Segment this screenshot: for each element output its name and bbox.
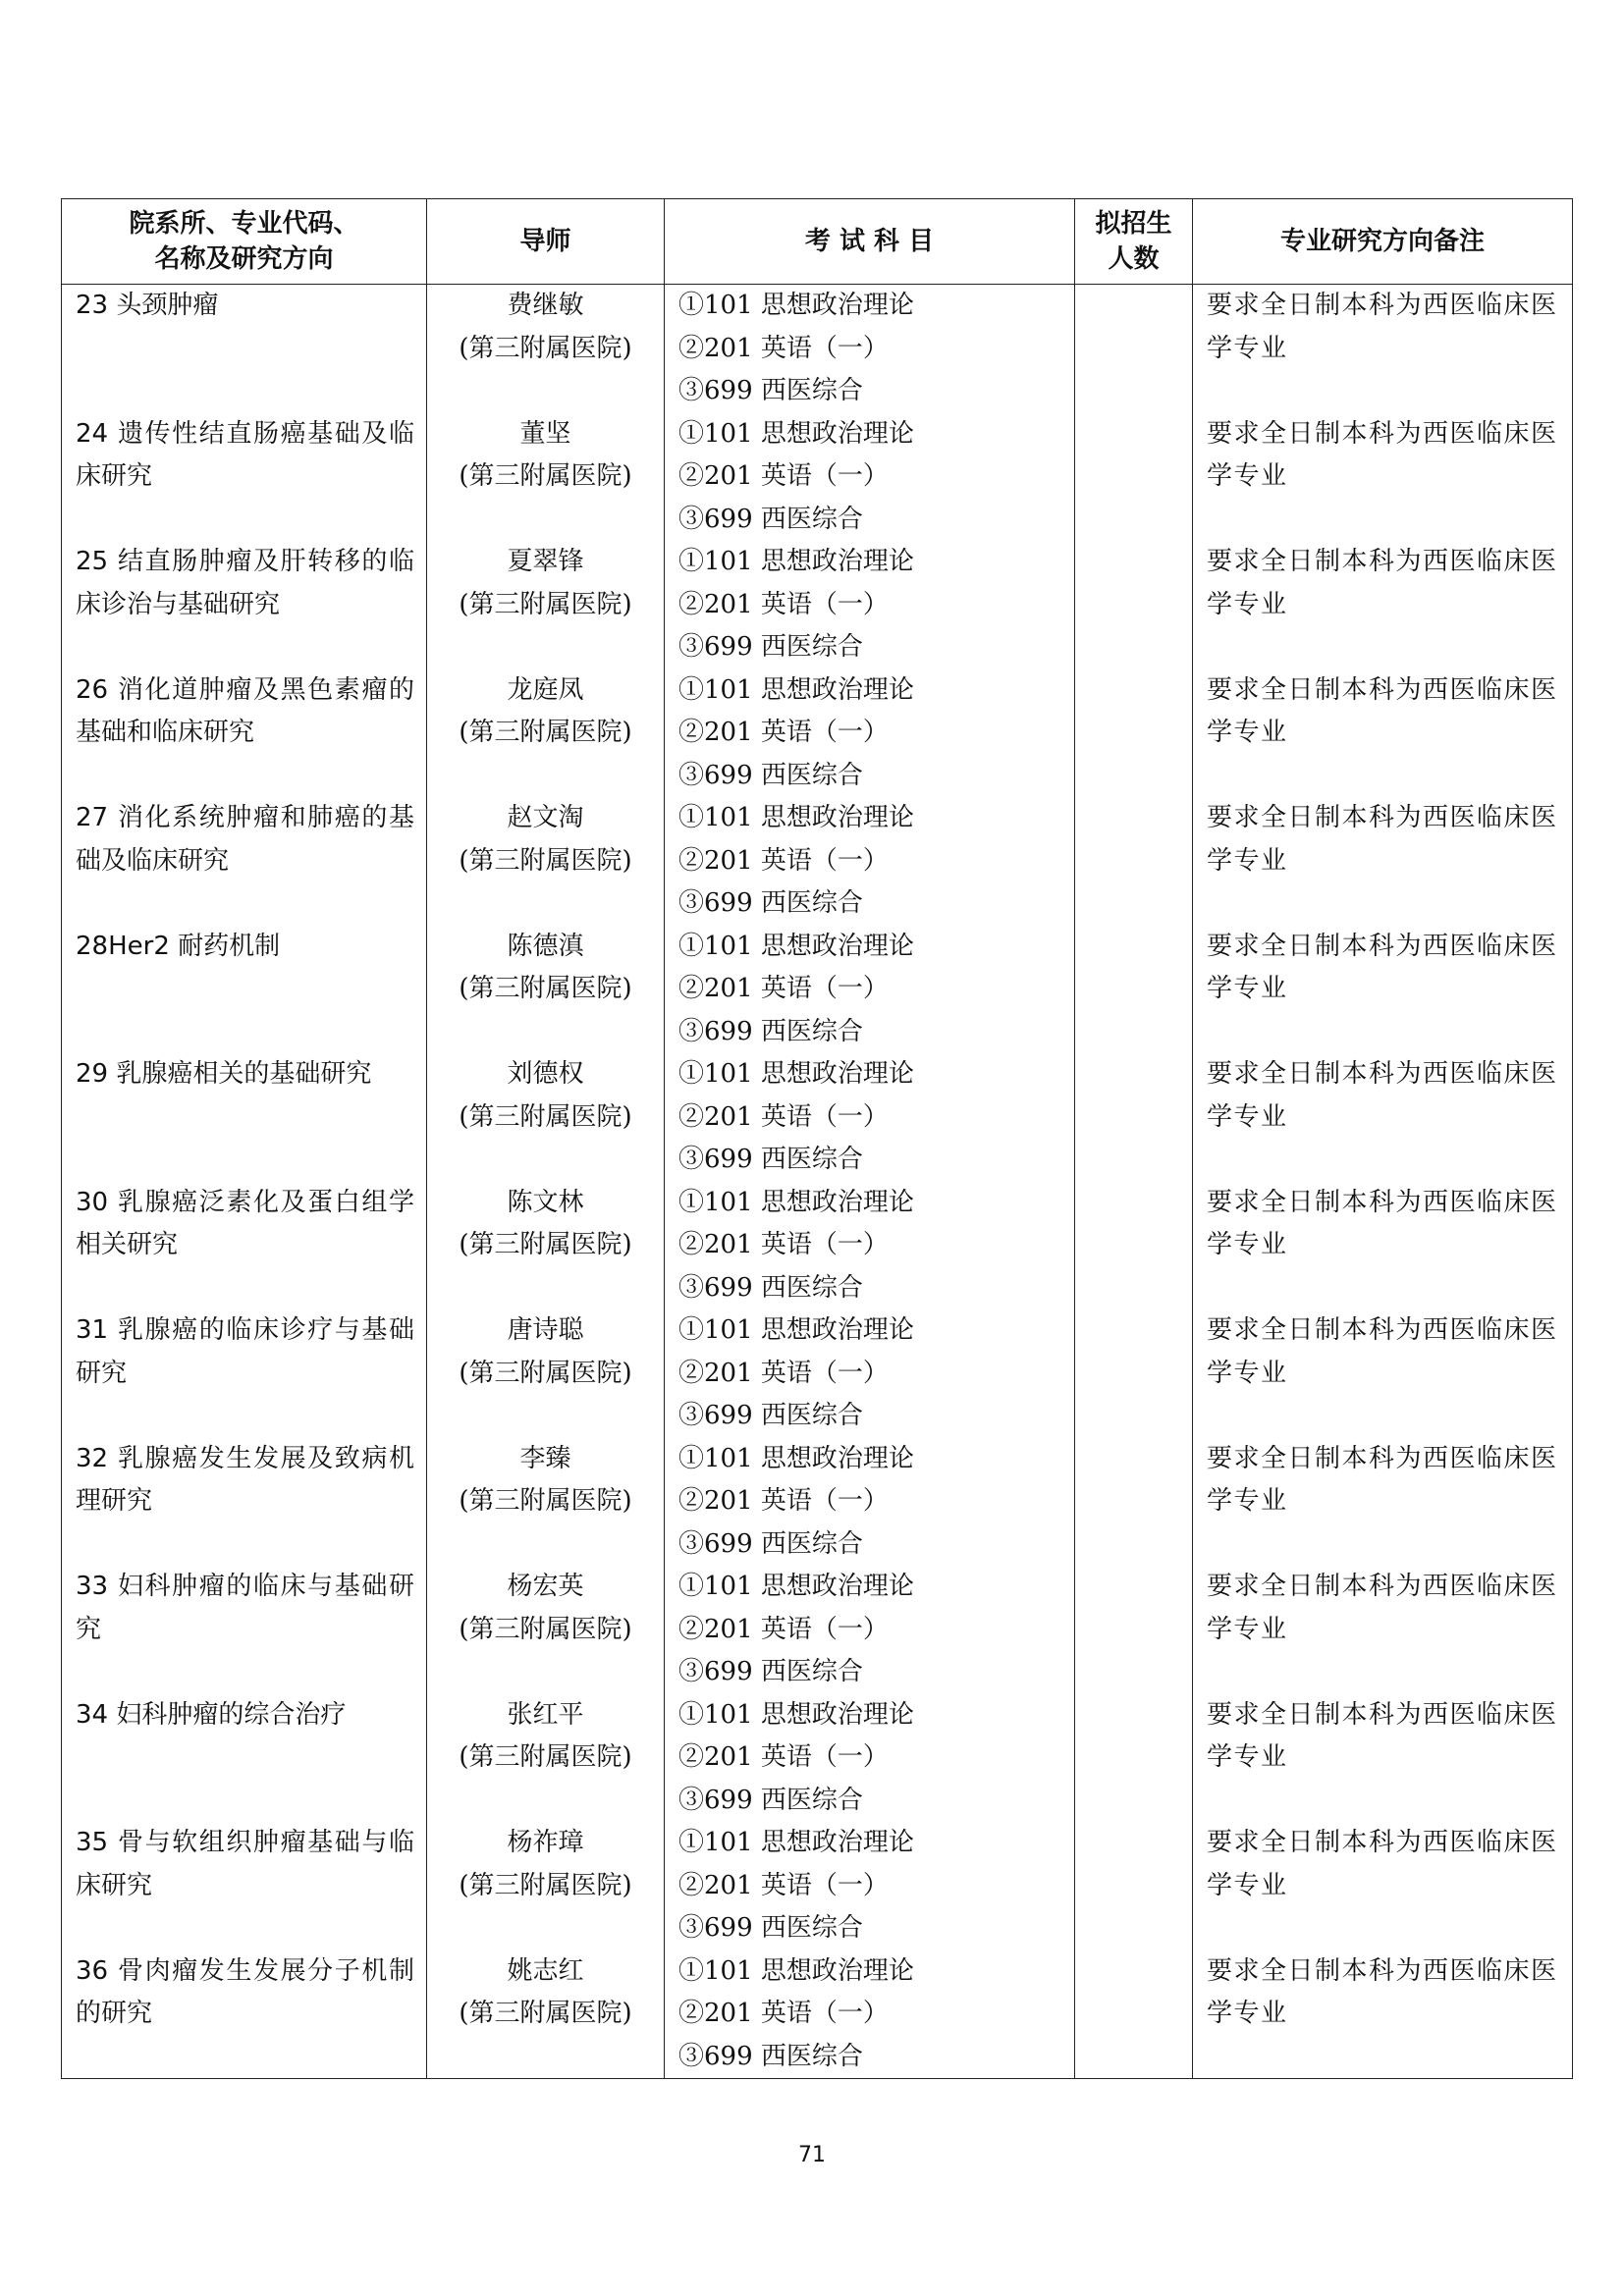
direction-text: 妇科肿瘤的综合治疗 (116, 1699, 347, 1730)
table-row (62, 285, 1573, 413)
exam-subject: ③699 西医综合 (678, 760, 863, 790)
exam-subject: ③699 西医综合 (678, 1913, 863, 1943)
quota-cell (1075, 1182, 1193, 1310)
direction-text: 乳腺癌的临床诊疗与基础研究 (76, 1315, 414, 1388)
notes-cell: 要求全日制本科为西医临床医学专业 (1193, 1053, 1573, 1182)
tutor-cell (427, 541, 665, 669)
direction-cell (62, 669, 427, 798)
tutor-affiliation: (第三附属医院) (459, 1486, 632, 1516)
exam-subject: ①101 思想政治理论 (678, 1955, 914, 1986)
direction-text: 消化道肿瘤及黑色素瘤的基础和临床研究 (76, 674, 414, 747)
exam-cell (665, 1053, 1075, 1182)
tutor-cell (427, 1694, 665, 1823)
exam-subject: ①101 思想政治理论 (678, 931, 914, 961)
tutor-name: 费继敏 (507, 291, 584, 320)
direction-number: 35 (76, 1828, 109, 1857)
exam-subject: ③699 西医综合 (678, 504, 863, 534)
quota-cell (1075, 669, 1193, 798)
notes-cell: 要求全日制本科为西医临床医学专业 (1193, 669, 1573, 798)
tutor-name: 姚志红 (507, 1955, 584, 1986)
header-quota-line-1: 拟招生 (1095, 209, 1172, 239)
tutor-cell (427, 1822, 665, 1950)
exam-subject: ①101 思想政治理论 (678, 291, 914, 320)
direction-number: 36 (76, 1955, 109, 1986)
tutor-affiliation: (第三附属医院) (459, 718, 632, 747)
tutor-cell (427, 1309, 665, 1438)
exam-subject: ①101 思想政治理论 (678, 418, 914, 449)
exam-cell (665, 1438, 1075, 1567)
exam-subject: ②201 英语（一） (678, 1870, 889, 1900)
direction-text: 乳腺癌相关的基础研究 (116, 1059, 372, 1089)
direction-cell (62, 1438, 427, 1567)
table-row (62, 669, 1573, 798)
tutor-name: 夏翠锋 (507, 547, 584, 576)
quota-cell (1075, 1438, 1193, 1567)
exam-subject: ②201 英语（一） (678, 1742, 889, 1772)
tutor-affiliation: (第三附属医院) (459, 1614, 632, 1644)
tutor-cell (427, 926, 665, 1054)
table-row (62, 1182, 1573, 1310)
table-row (62, 541, 1573, 669)
direction-text: 乳腺癌发生发展及致病机理研究 (76, 1443, 414, 1516)
notes-cell: 要求全日制本科为西医临床医学专业 (1193, 285, 1573, 413)
direction-cell (62, 1694, 427, 1823)
exam-subject: ③699 西医综合 (678, 888, 863, 918)
table-row (62, 1438, 1573, 1567)
header-quota-line-2: 人数 (1108, 244, 1160, 274)
tutor-cell (427, 285, 665, 413)
exam-subject: ③699 西医综合 (678, 2041, 863, 2071)
exam-cell (665, 1566, 1075, 1694)
exam-subject: ③699 西医综合 (678, 1145, 863, 1174)
header-direction-line-2: 名称及研究方向 (154, 244, 334, 274)
direction-number: 24 (76, 418, 109, 449)
exam-subject: ③699 西医综合 (678, 1657, 863, 1686)
direction-cell (62, 1822, 427, 1950)
direction-number: 29 (76, 1059, 109, 1089)
tutor-name: 董坚 (519, 418, 571, 449)
direction-cell (62, 1950, 427, 2079)
direction-cell (62, 1566, 427, 1694)
quota-cell (1075, 541, 1193, 669)
page-number: 71 (798, 2143, 826, 2167)
direction-number: 28Her2 (76, 931, 170, 961)
tutor-cell (427, 1438, 665, 1567)
direction-cell (62, 926, 427, 1054)
notes-cell: 要求全日制本科为西医临床医学专业 (1193, 1950, 1573, 2079)
tutor-name: 刘德权 (507, 1059, 584, 1089)
direction-text: 妇科肿瘤的临床与基础研究 (76, 1572, 414, 1644)
tutor-affiliation: (第三附属医院) (459, 1101, 632, 1132)
direction-number: 32 (76, 1443, 109, 1473)
direction-cell (62, 1182, 427, 1310)
table-body (62, 285, 1573, 2079)
tutor-affiliation: (第三附属医院) (459, 461, 632, 491)
header-tutor: 导师 (427, 199, 665, 285)
tutor-cell (427, 1566, 665, 1694)
direction-number: 31 (76, 1315, 109, 1345)
exam-subject: ②201 英语（一） (678, 1486, 889, 1516)
notes-cell: 要求全日制本科为西医临床医学专业 (1193, 541, 1573, 669)
tutor-name: 杨宏英 (507, 1572, 584, 1601)
exam-cell (665, 1950, 1075, 2079)
exam-cell (665, 1694, 1075, 1823)
direction-text: 骨肉瘤发生发展分子机制的研究 (76, 1955, 414, 2028)
direction-cell (62, 1309, 427, 1438)
direction-number: 34 (76, 1699, 109, 1730)
table-row (62, 413, 1573, 542)
direction-text: 乳腺癌泛素化及蛋白组学相关研究 (76, 1187, 414, 1259)
exam-subject: ①101 思想政治理论 (678, 1315, 914, 1345)
exam-subject: ③699 西医综合 (678, 1401, 863, 1430)
tutor-name: 李臻 (519, 1443, 571, 1473)
exam-cell (665, 285, 1075, 413)
table-header-row (62, 199, 1573, 285)
header-exam: 考 试 科 目 (665, 199, 1075, 285)
exam-subject: ③699 西医综合 (678, 376, 863, 405)
exam-subject: ②201 英语（一） (678, 1614, 889, 1644)
direction-cell (62, 413, 427, 542)
tutor-cell (427, 669, 665, 798)
exam-subject: ②201 英语（一） (678, 1358, 889, 1388)
quota-cell (1075, 1950, 1193, 2079)
notes-cell: 要求全日制本科为西医临床医学专业 (1193, 1182, 1573, 1310)
exam-cell (665, 1182, 1075, 1310)
table-row (62, 1309, 1573, 1438)
quota-cell (1075, 1053, 1193, 1182)
exam-subject: ③699 西医综合 (678, 1016, 863, 1046)
header-direction (62, 199, 427, 285)
direction-number: 26 (76, 674, 109, 705)
exam-subject: ①101 思想政治理论 (678, 674, 914, 705)
tutor-name: 陈文林 (507, 1187, 584, 1217)
exam-cell (665, 669, 1075, 798)
exam-subject: ②201 英语（一） (678, 333, 889, 363)
exam-subject: ①101 思想政治理论 (678, 1443, 914, 1473)
tutor-affiliation: (第三附属医院) (459, 589, 632, 619)
quota-cell (1075, 1822, 1193, 1950)
exam-cell (665, 926, 1075, 1054)
direction-cell (62, 285, 427, 413)
direction-number: 23 (76, 291, 109, 320)
notes-cell: 要求全日制本科为西医临床医学专业 (1193, 926, 1573, 1054)
notes-cell: 要求全日制本科为西医临床医学专业 (1193, 1566, 1573, 1694)
direction-cell (62, 541, 427, 669)
exam-subject: ②201 英语（一） (678, 718, 889, 747)
exam-cell (665, 413, 1075, 542)
exam-subject: ①101 思想政治理论 (678, 803, 914, 832)
tutor-affiliation: (第三附属医院) (459, 845, 632, 876)
exam-subject: ③699 西医综合 (678, 632, 863, 662)
table-row (62, 1566, 1573, 1694)
exam-cell (665, 1309, 1075, 1438)
tutor-cell (427, 1182, 665, 1310)
exam-subject: ②201 英语（一） (678, 1999, 889, 2028)
tutor-affiliation: (第三附属医院) (459, 1870, 632, 1900)
exam-subject: ①101 思想政治理论 (678, 1187, 914, 1217)
table-row (62, 926, 1573, 1054)
direction-number: 30 (76, 1187, 109, 1217)
direction-text: 消化系统肿瘤和肺癌的基础及临床研究 (76, 803, 414, 876)
quota-cell (1075, 926, 1193, 1054)
notes-cell: 要求全日制本科为西医临床医学专业 (1193, 1694, 1573, 1823)
header-notes: 专业研究方向备注 (1193, 199, 1573, 285)
exam-subject: ③699 西医综合 (678, 1785, 863, 1815)
direction-number: 25 (76, 547, 109, 576)
quota-cell (1075, 285, 1193, 413)
direction-cell (62, 797, 427, 926)
direction-text: 耐药机制 (178, 931, 281, 961)
direction-text: 头颈肿瘤 (116, 291, 219, 320)
exam-subject: ①101 思想政治理论 (678, 1828, 914, 1857)
tutor-cell (427, 1950, 665, 2079)
notes-cell: 要求全日制本科为西医临床医学专业 (1193, 797, 1573, 926)
direction-number: 27 (76, 803, 109, 832)
exam-subject: ②201 英语（一） (678, 1101, 889, 1132)
exam-subject: ②201 英语（一） (678, 845, 889, 876)
table-row (62, 1822, 1573, 1950)
tutor-affiliation: (第三附属医院) (459, 1230, 632, 1259)
table-row (62, 1694, 1573, 1823)
tutor-name: 陈德滇 (507, 931, 584, 961)
quota-cell (1075, 1566, 1193, 1694)
exam-subject: ③699 西医综合 (678, 1528, 863, 1559)
direction-text: 骨与软组织肿瘤基础与临床研究 (76, 1828, 414, 1900)
header-direction-line-1: 院系所、专业代码、 (129, 209, 359, 239)
quota-cell (1075, 1694, 1193, 1823)
exam-subject: ①101 思想政治理论 (678, 1572, 914, 1601)
tutor-cell (427, 1053, 665, 1182)
direction-number: 33 (76, 1572, 109, 1601)
notes-cell: 要求全日制本科为西医临床医学专业 (1193, 413, 1573, 542)
exam-subject: ②201 英语（一） (678, 461, 889, 491)
tutor-affiliation: (第三附属医院) (459, 1358, 632, 1388)
table-row (62, 797, 1573, 926)
exam-subject: ③699 西医综合 (678, 1272, 863, 1303)
tutor-name: 赵文淘 (507, 803, 584, 832)
tutor-affiliation: (第三附属医院) (459, 333, 632, 363)
notes-cell: 要求全日制本科为西医临床医学专业 (1193, 1438, 1573, 1567)
tutor-cell (427, 797, 665, 926)
header-quota (1075, 199, 1193, 285)
exam-cell (665, 797, 1075, 926)
exam-cell (665, 541, 1075, 669)
tutor-name: 唐诗聪 (507, 1315, 584, 1345)
exam-subject: ①101 思想政治理论 (678, 1059, 914, 1089)
exam-subject: ②201 英语（一） (678, 589, 889, 619)
exam-subject: ②201 英语（一） (678, 1230, 889, 1259)
direction-text: 结直肠肿瘤及肝转移的临床诊治与基础研究 (76, 547, 414, 619)
quota-cell (1075, 1309, 1193, 1438)
exam-subject: ①101 思想政治理论 (678, 547, 914, 576)
tutor-affiliation: (第三附属医院) (459, 1999, 632, 2028)
tutor-name: 张红平 (507, 1699, 584, 1730)
table-row (62, 1950, 1573, 2079)
admissions-table (61, 198, 1573, 2079)
notes-cell: 要求全日制本科为西医临床医学专业 (1193, 1822, 1573, 1950)
tutor-cell (427, 413, 665, 542)
quota-cell (1075, 413, 1193, 542)
direction-text: 遗传性结直肠癌基础及临床研究 (76, 418, 414, 491)
tutor-name: 杨祚璋 (507, 1828, 584, 1857)
table-row (62, 1053, 1573, 1182)
tutor-affiliation: (第三附属医院) (459, 974, 632, 1003)
tutor-affiliation: (第三附属医院) (459, 1742, 632, 1772)
notes-cell: 要求全日制本科为西医临床医学专业 (1193, 1309, 1573, 1438)
quota-cell (1075, 797, 1193, 926)
exam-cell (665, 1822, 1075, 1950)
exam-subject: ②201 英语（一） (678, 974, 889, 1003)
exam-subject: ①101 思想政治理论 (678, 1699, 914, 1730)
direction-cell (62, 1053, 427, 1182)
tutor-name: 龙庭凤 (507, 674, 584, 705)
